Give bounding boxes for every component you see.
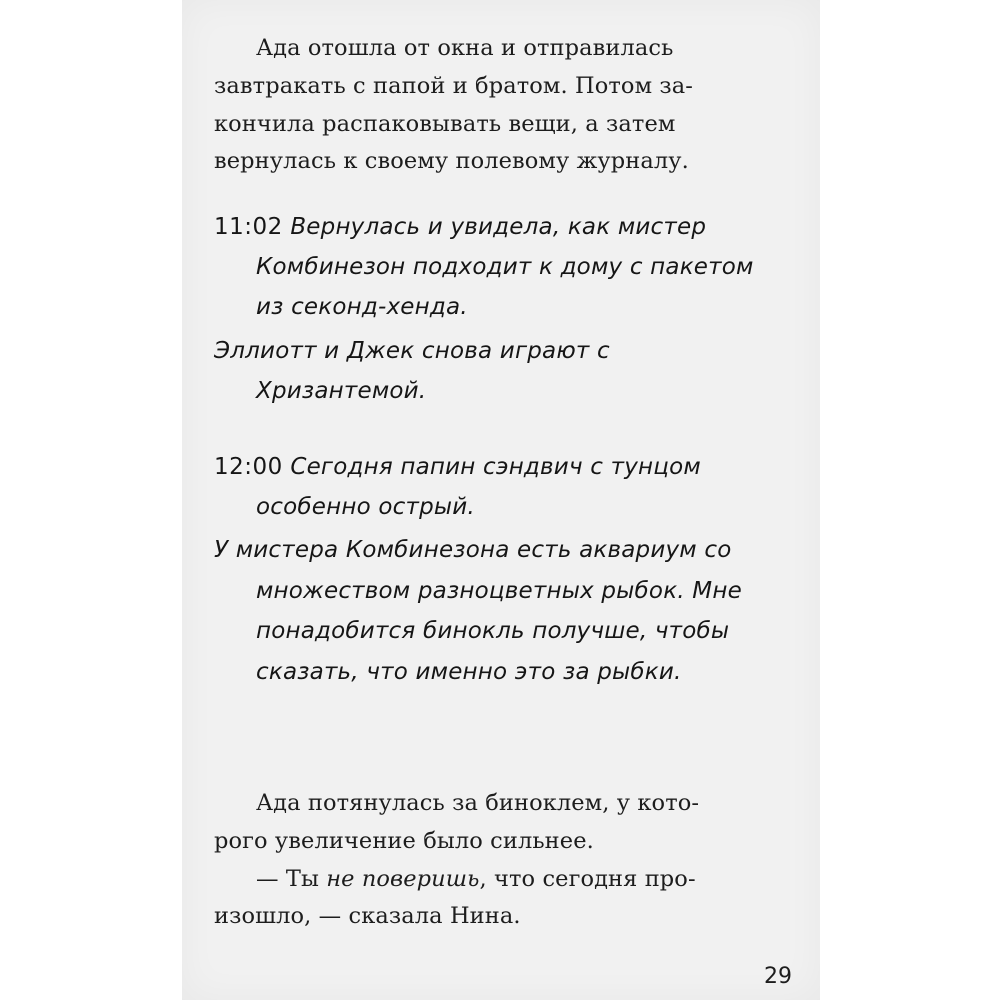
journal-time-2: 12:00 [214,454,283,480]
journal-entry-2b-line-2: множеством разноцветных рыбок. Мне [256,578,742,604]
page-number: 29 [764,964,792,989]
journal-entry-1-text-1: Вернулась и увидела, как мистер [290,214,707,240]
outro-line-4: изошло, — сказала Нина. [214,903,521,929]
outro-line-1: Ада потянулась за биноклем, у кото- [256,790,700,816]
book-page [182,0,820,1000]
outro-line-3 [256,866,696,892]
intro-line-2: завтракать с папой и братом. Потом за- [214,73,694,99]
outro-line-3-start: — Ты [256,866,327,892]
journal-entry-2-line-1 [214,454,701,480]
intro-line-4: вернулась к своему полевому журналу. [214,148,689,174]
journal-entry-1b-line-1: Эллиотт и Джек снова играют с [214,338,610,364]
journal-entry-1-line-2: Комбинезон подходит к дому с пакетом [256,254,754,280]
journal-entry-2-line-2: особенно острый. [256,494,475,520]
intro-line-1: Ада отошла от окна и отправилась [256,35,674,61]
intro-line-3: кончила распаковывать вещи, а затем [214,111,676,137]
journal-entry-2b-line-4: сказать, что именно это за рыбки. [256,659,682,685]
journal-entry-1-line-3: из секонд-хенда. [256,294,468,320]
journal-entry-1-line-1 [214,214,706,240]
journal-entry-2b-line-3: понадобится бинокль получше, чтобы [256,618,730,644]
journal-entry-1b-line-2: Хризантемой. [256,378,427,404]
journal-entry-2-text-1: Сегодня папин сэндвич с тунцом [290,454,701,480]
outro-line-3-end: , что сегодня про- [479,866,696,892]
outro-line-2: рого увеличение было сильнее. [214,828,594,854]
journal-time-1: 11:02 [214,214,283,240]
journal-entry-2b-line-1: У мистера Комбинезона есть аквариум со [214,537,732,563]
outro-line-3-emphasis: не поверишь [326,866,480,892]
